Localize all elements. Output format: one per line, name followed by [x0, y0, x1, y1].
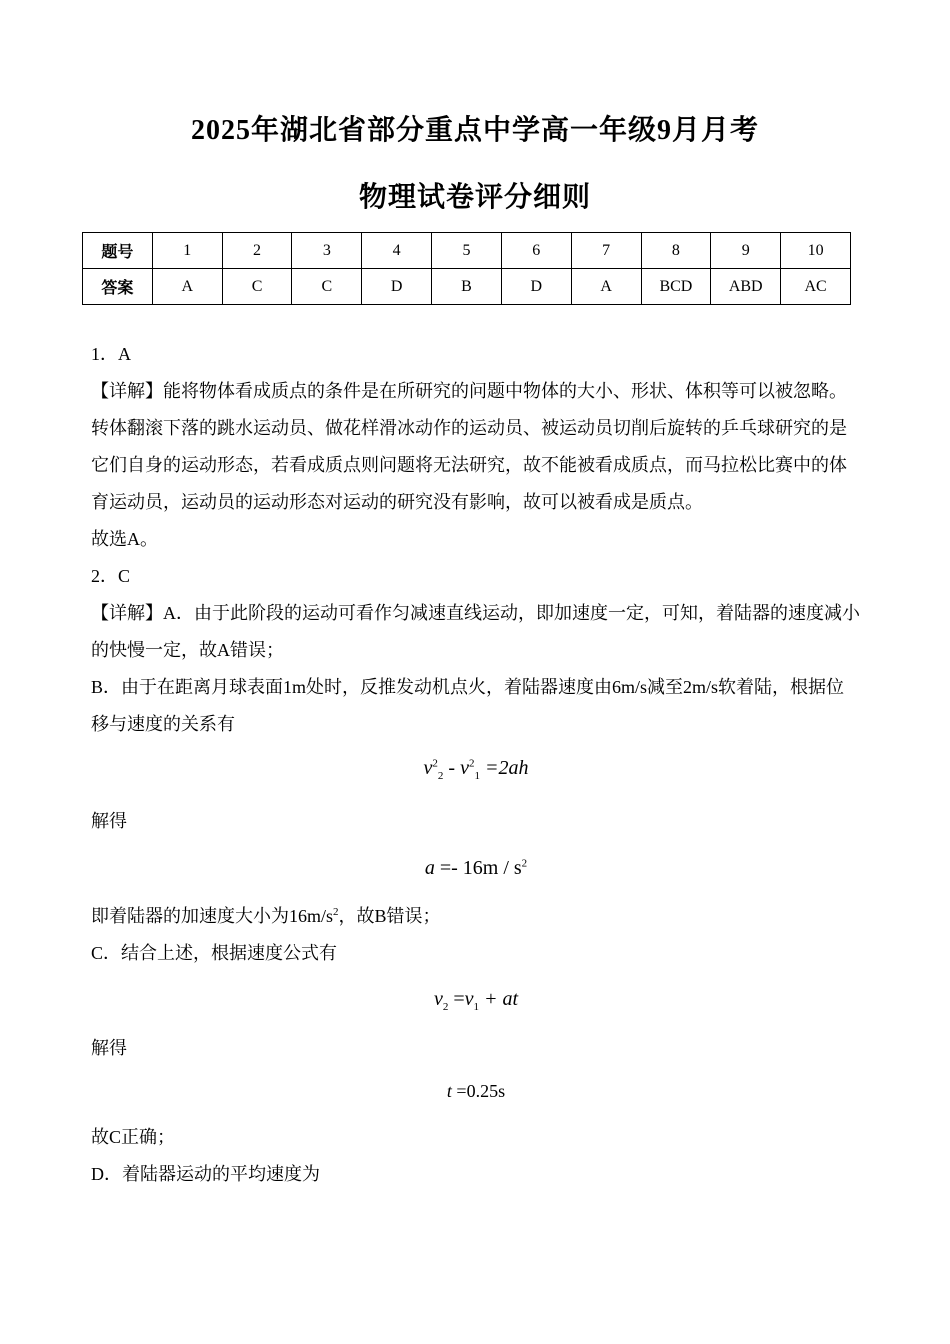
eq3-sub-1: 1 — [473, 1001, 479, 1013]
equation-acceleration — [91, 840, 861, 898]
b-result-post: ，故B错误； — [338, 906, 441, 926]
answer-cell: BCD — [641, 269, 711, 305]
answer-table — [82, 232, 851, 305]
eq1-v2: v — [423, 757, 433, 779]
equation-time — [91, 1067, 861, 1119]
eq3-v2: v — [433, 988, 443, 1010]
question-number-cell: 8 — [641, 233, 711, 269]
question-number-cell: 1 — [152, 233, 222, 269]
answer-cell: ABD — [711, 269, 781, 305]
eq3-sub-2: 2 — [442, 1001, 449, 1013]
q1-detail: 【详解】能将物体看成质点的条件是在所研究的问题中物体的大小、形状、体积等可以被忽略。转体翻滚下落的跳水运动员、做花样滑冰动作的运动员、被运动员切削后旋转的乒乓球研究的是它们自身的运动形态，若看成质点则问题将无法研究，故不能被看成质点，而马拉松比赛中的体育运动员，运动员的运动形态对运动的研究没有影响，故可以被看成是质点。 — [91, 381, 847, 512]
eq1-sub-1: 1 — [474, 770, 480, 782]
q1-conclusion: 故选A。 — [91, 529, 158, 549]
row-label-answer: 答案 — [83, 269, 153, 305]
q1-heading: 1．A — [91, 344, 131, 364]
solution-body — [91, 336, 861, 1193]
answer-cell: D — [501, 269, 571, 305]
answer-cell: C — [222, 269, 292, 305]
q2-heading: 2．C — [91, 566, 131, 586]
eq4-lhs: t — [446, 1081, 452, 1101]
eq4-rhs: =0.25s — [451, 1081, 506, 1101]
answer-cell: A — [571, 269, 641, 305]
eq1-rhs: =2ah — [479, 757, 529, 779]
q2-option-b: B．由于在距离月球表面1m处时，反推发动机点火，着陆器速度由6m/s减至2m/s软着陆，根据位移与速度的关系有 — [91, 677, 845, 734]
eq1-v1: v — [460, 757, 469, 779]
eq2-lhs: a — [424, 857, 435, 879]
q2-option-a: 【详解】A．由于此阶段的运动可看作匀减速直线运动，即加速度一定，可知，着陆器的速度减小的快慢一定，故A错误； — [91, 603, 860, 660]
answer-row — [83, 269, 851, 305]
question-number-cell: 6 — [501, 233, 571, 269]
q2-c-result: 故C正确； — [91, 1127, 176, 1147]
title-line-2: 物理试卷评分细则 — [358, 182, 591, 213]
row-label-question: 题号 — [83, 233, 153, 269]
equation-velocity-displacement — [91, 743, 861, 803]
q2-b-result — [91, 898, 861, 935]
answer-cell: AC — [781, 269, 851, 305]
b-result-pre: 即着陆器的加速度大小为16m/s — [91, 906, 334, 926]
answer-cell: D — [362, 269, 432, 305]
eq3-v1: v — [464, 988, 474, 1010]
title-line-1: 2025年湖北省部分重点中学高一年级9月月考 — [190, 115, 759, 146]
answer-cell: C — [292, 269, 362, 305]
b-result-sup: 2 — [333, 906, 339, 918]
eq2-rhs: =- 16m / s — [434, 857, 522, 879]
question-number-cell: 5 — [432, 233, 502, 269]
question-number-cell: 3 — [292, 233, 362, 269]
question-number-cell: 7 — [571, 233, 641, 269]
q2-solve-2: 解得 — [91, 1038, 127, 1058]
question-number-cell: 2 — [222, 233, 292, 269]
q2-option-d: D．着陆器运动的平均速度为 — [91, 1164, 320, 1184]
eq1-sup-a: 2 — [432, 757, 438, 770]
question-number-cell: 9 — [711, 233, 781, 269]
answer-cell: A — [152, 269, 222, 305]
eq1-minus: - — [443, 757, 461, 779]
answer-cell: B — [432, 269, 502, 305]
eq2-sup: 2 — [521, 857, 528, 870]
question-number-cell: 4 — [362, 233, 432, 269]
eq3-mid: = — [448, 988, 465, 1010]
q2-solve-1: 解得 — [91, 811, 127, 831]
eq1-sub-2: 2 — [437, 770, 444, 782]
question-number-row — [83, 233, 851, 269]
q2-option-c: C．结合上述，根据速度公式有 — [91, 943, 338, 963]
question-number-cell: 10 — [781, 233, 851, 269]
eq1-sup-b: 2 — [468, 757, 475, 770]
eq3-rhs: + at — [479, 988, 519, 1010]
equation-velocity-time — [91, 972, 861, 1030]
